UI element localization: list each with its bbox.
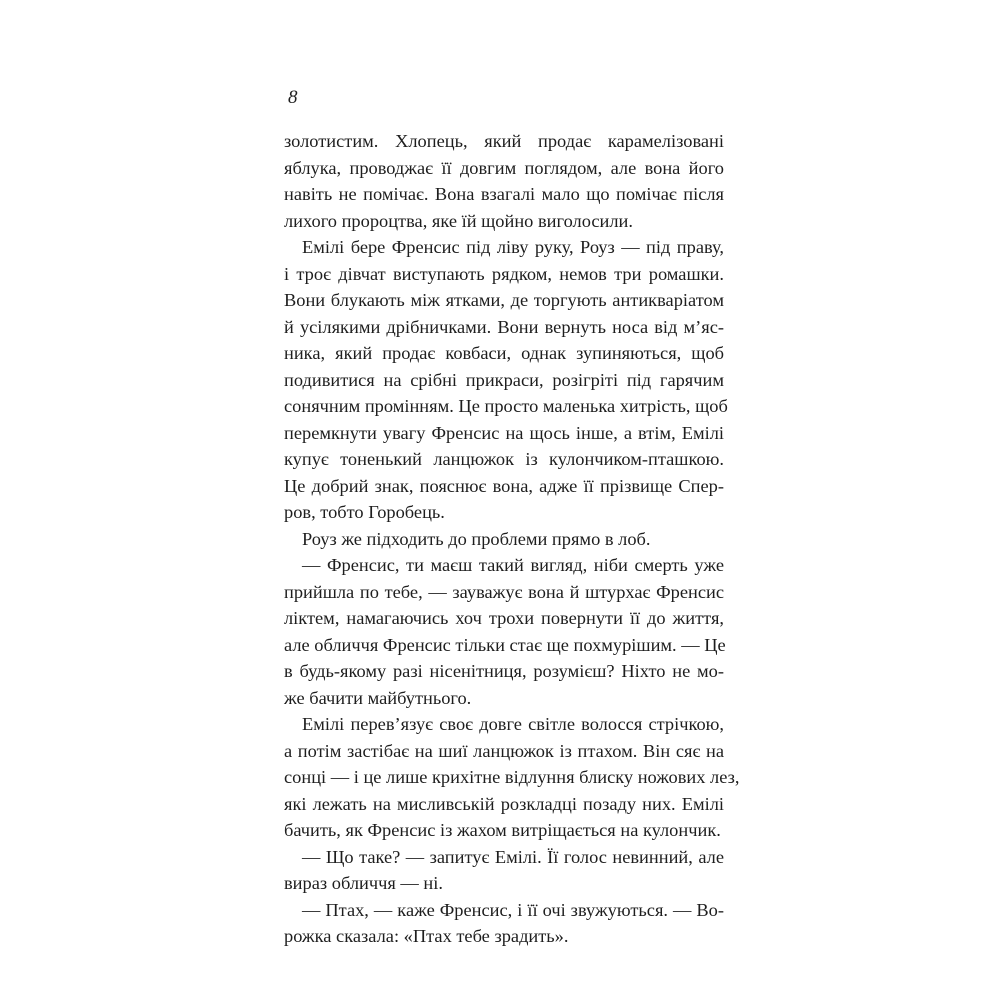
text-line: купує тоненький ланцюжок із кулончиком-пташкою. [284, 449, 724, 469]
text-line: — Френсис, ти маєш такий вигляд, ніби смерть уже [302, 555, 724, 575]
book-page [284, 0, 740, 1000]
text-line: Емілі перев’язує своє довге світле волосся стрічкою, [302, 714, 724, 734]
text-line: лихого пророцтва, яке їй щойно виголосили. [284, 210, 633, 231]
text-line: Вони блукають між ятками, де торгують антикваріатом [284, 290, 724, 310]
text-line: подивитися на срібні прикраси, розігріті під гарячим [284, 369, 724, 390]
text-line: але обличчя Френсис тільки стає ще похмурішим. — Це [284, 634, 726, 655]
text-line: перемкнути увагу Френсис на щось інше, а втім, Емілі [284, 422, 724, 443]
text-line: сонячним промінням. Це просто маленька хитрість, щоб [284, 396, 728, 416]
text-line: золотистим. Хлопець, який продає карамелізовані [284, 131, 724, 151]
text-line: навіть не помічає. Вона взагалі мало що помічає після [284, 184, 724, 204]
body-text [284, 128, 740, 950]
text-line: рожка сказала: «Птах тебе зрадить». [284, 926, 569, 946]
text-line: і троє дівчат виступають рядком, немов три ромашки. [284, 263, 724, 284]
text-line: — Що таке? — запитує Емілі. Її голос невинний, але [302, 846, 724, 867]
text-line: бачить, як Френсис із жахом витріщається на кулончик. [284, 820, 721, 840]
text-line: — Птах, — каже Френсис, і її очі звужуються. — Во- [302, 899, 724, 920]
page-number: 8 [288, 87, 298, 108]
text-line: й усілякими дрібничками. Вони вернуть носа від м’яс- [284, 316, 724, 337]
text-line: в будь-якому разі нісенітниця, розумієш? Ніхто не мо- [284, 661, 724, 681]
text-line: Це добрий знак, пояснює вона, адже її прізвище Спер- [284, 475, 724, 496]
text-line: яблука, проводжає її довгим поглядом, але вона його [284, 157, 724, 178]
text-line: які лежать на мисливській розкладці позаду них. Емілі [284, 793, 724, 814]
text-line: же бачити майбутнього. [284, 687, 472, 708]
text-line: сонці — і це лише крихітне відлуння блиску ножових лез, [284, 767, 740, 787]
text-line: а потім застібає на шиї ланцюжок із птахом. Він сяє на [284, 740, 724, 761]
text-line: прийшла по тебе, — зауважує вона й штурхає Френсис [284, 581, 724, 602]
text-line: ника, який продає ковбаси, однак зупиняються, щоб [284, 343, 724, 363]
text-line: ліктем, намагаючись хоч трохи повернути її до життя, [284, 608, 724, 628]
text-line: Емілі бере Френсис під ліву руку, Роуз — під праву, [302, 237, 724, 257]
text-line: ров, тобто Горобець. [284, 502, 445, 522]
text-line: Роуз же підходить до проблеми прямо в лоб. [302, 528, 651, 549]
text-line: вираз обличчя — ні. [284, 873, 443, 893]
